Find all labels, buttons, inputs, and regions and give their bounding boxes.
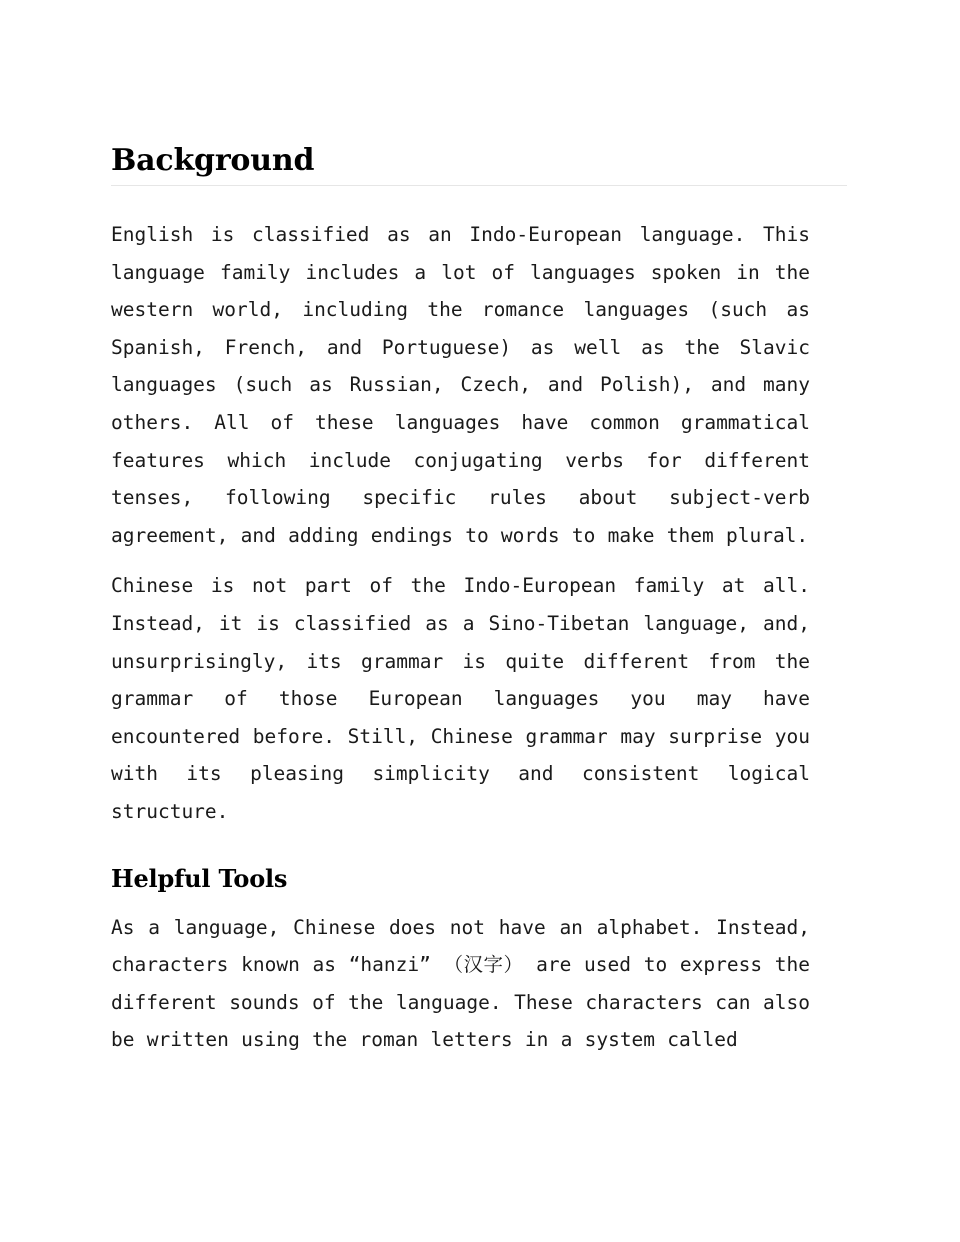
section-heading-background: Background (111, 143, 315, 178)
spacer-between-paragraphs (111, 554, 810, 567)
spacer-subheading-to-body (111, 893, 810, 909)
section-heading-helpful-tools: Helpful Tools (111, 863, 288, 893)
spacer-heading-to-body (111, 186, 810, 216)
paragraph-helpful-tools-1: As a language, Chinese does not have an alphabet. Instead, characters known as “hanzi” （汉字） are used to express the different sounds of the language. These characters can also be written using the roman letters in a system called (111, 915, 810, 1052)
paragraph-background-2: Chinese is not part of the Indo-European family at all. Instead, it is classified as a Sino-Tibetan language, and, unsurprisingly, its grammar is quite different from the grammar of those European languages you may have encountered before. Still, Chinese grammar may surprise you with its pleasing simplicity and consistent logical structure. (111, 574, 810, 823)
paragraph-background-1: English is classified as an Indo-European language. This language family includes a lot of languages spoken in the western world, including the romance languages (such as Spanish, French, and Portuguese) as well as the Slavic languages (such as Russian, Czech, and Polish), and many others. All of these languages have common grammatical features which include conjugating verbs for different tenses, following specific rules about subject-verb agreement, and adding endings to words to make them plural. (111, 223, 810, 547)
document-content (111, 144, 810, 1059)
spacer-body-to-subheading (111, 831, 810, 865)
